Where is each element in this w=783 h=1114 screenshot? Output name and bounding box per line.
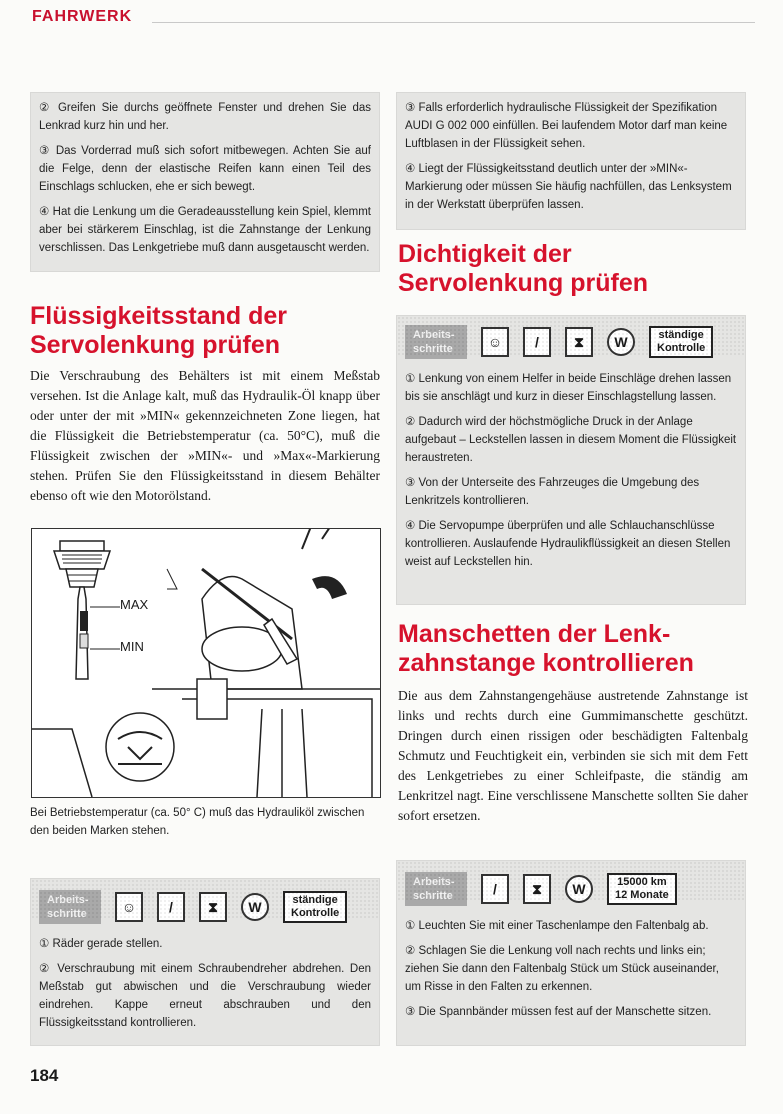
workshop-icon: W [607, 328, 635, 356]
arbeits-text: Arbeits- [47, 894, 89, 906]
difficulty-icon: ☺ [481, 327, 509, 357]
schritte-text: schritte [413, 343, 453, 355]
workshop-icon: W [565, 875, 593, 903]
list-item: ③ Die Spannbänder müssen fest auf der Manschette sitzen. [405, 1006, 712, 1018]
badge-line: Kontrolle [657, 342, 706, 354]
list-item: ② Verschraubung mit einem Schraubendreher abdrehen. Den Meßstab gut abwischen und die Verschraubung wieder eindrehen. Kappe erneut abschrauben und den Flüssigkeitsstand kontrollieren. [39, 963, 371, 1029]
left-top-box [30, 92, 380, 272]
heading-line: Flüssigkeitsstand der [30, 302, 288, 330]
left-bottom-box [30, 878, 380, 1046]
difficulty-icon: ☺ [115, 892, 143, 922]
screwdriver-icon: / [157, 892, 185, 922]
heading-line: Dichtigkeit der [398, 240, 572, 268]
page-number: 184 [30, 1066, 59, 1085]
list-item: ④ Die Servopumpe überprüfen und alle Schlauchanschlüsse kontrollieren. Auslaufende Hydraulikflüssigkeit an diesen Stellen weist auf Leckstellen hin. [405, 520, 731, 568]
hourglass-icon: ⧗ [565, 327, 593, 357]
badge-line: Kontrolle [291, 907, 340, 919]
hourglass-icon: ⧗ [199, 892, 227, 922]
screwdriver-icon: / [481, 874, 509, 904]
figure-caption: Bei Betriebstemperatur (ca. 50° C) muß das Hydrauliköl zwischen den beiden Marken stehen. [30, 807, 365, 837]
badge-line: ständige [658, 329, 704, 341]
list-item: ① Lenkung von einem Helfer in beide Einschläge drehen lassen bis sie anschlägt und kurz in dieser Einschlagstellung lassen. [405, 373, 732, 403]
figure-illustration [31, 528, 381, 798]
right-mid-box [396, 315, 746, 605]
arbeits-text: Arbeits- [413, 876, 455, 888]
right-top-box [396, 92, 746, 230]
badge-line: 12 Monate [615, 889, 669, 901]
section-heading [398, 240, 748, 298]
section-header: FAHRWERK [32, 8, 133, 25]
right-bottom-box [396, 860, 746, 1046]
section-heading [30, 302, 380, 360]
reservoir-diagram [32, 529, 380, 797]
list-item: ② Greifen Sie durchs geöffnete Fenster und drehen Sie das Lenkrad kurz hin und her. [39, 102, 371, 132]
arbeits-text: Arbeits- [413, 329, 455, 341]
schritte-text: schritte [413, 890, 453, 902]
heading-line: zahnstange kontrollieren [398, 649, 694, 677]
hourglass-icon: ⧗ [523, 874, 551, 904]
heading-line: Manschetten der Lenk- [398, 620, 671, 648]
heading-line: Servolenkung prüfen [398, 269, 649, 297]
section-heading [398, 620, 748, 678]
list-item: ③ Von der Unterseite des Fahrzeuges die Umgebung des Lenkritzels kontrollieren. [405, 477, 700, 507]
list-item: ② Dadurch wird der höchstmögliche Druck in der Anlage aufgebaut – Leckstellen lassen in diesem Moment die Flüssigkeit heraustreten. [405, 416, 737, 464]
list-item: ① Leuchten Sie mit einer Taschenlampe den Faltenbalg ab. [405, 920, 709, 932]
badge-line: ständige [292, 894, 338, 906]
badge-line: 15000 km [617, 876, 667, 888]
schritte-text: schritte [47, 908, 87, 920]
max-label: MAX [120, 597, 149, 612]
header-rule [152, 22, 755, 23]
body-text: Die Verschraubung des Behälters ist mit einem Meßstab versehen. Ist die Anlage kalt, muß das Hydraulik-Öl knapp über oder unter der mit »MIN« gekennzeichneten Zone liegen, hat die Flüssigkeit die Betriebstemperatur (ca. 50°C), muß die Flüssigkeit zwischen der »MIN«- und »Max«-Markierung stehen. Prüfen Sie den Flüssigkeitsstand in diesem Behälter ebenso oft wie den Motorölstand. [30, 368, 380, 503]
workshop-icon: W [241, 893, 269, 921]
screwdriver-icon: / [523, 327, 551, 357]
body-text: Die aus dem Zahnstangengehäuse austretende Zahnstange ist links und rechts durch eine Gummimanschette geschützt. Dringen durch einen rissigen oder beschädigten Faltenbalg Schmutz und Feuchtigkeit ein, verbinden sie sich mit dem Fett des Lenkgetriebes zu einer Schleifpaste, die ständig am Lenkritzel nagt. Eine verschlissene Manschette sollten Sie daher sofort ersetzen. [398, 688, 748, 823]
list-item: ③ Das Vorderrad muß sich sofort mitbewegen. Achten Sie auf die Felge, denn der elastische Reifen kann einen Teil des Einschlags schlucken, ehe er sich bewegt. [39, 145, 371, 193]
list-item: ④ Hat die Lenkung um die Geradeausstellung kein Spiel, klemmt aber bei stärkerem Einschlag, ist die Zahnstange der Lenkung verschlissen. Das Lenkgetriebe muß dann ausgetauscht werden. [39, 206, 371, 254]
list-item: ① Räder gerade stellen. [39, 938, 163, 950]
list-item: ③ Falls erforderlich hydraulische Flüssigkeit der Spezifikation AUDI G 002 000 einfüllen. Bei laufendem Motor darf man keine Luftblasen in der Flüssigkeit sehen. [405, 102, 728, 150]
list-item: ④ Liegt der Flüssigkeitsstand deutlich unter der »MIN«-Markierung oder müssen Sie häufig nachfüllen, das Lenksystem in der Werkstatt überprüfen lassen. [405, 163, 732, 211]
heading-line: Servolenkung prüfen [30, 331, 281, 359]
min-label: MIN [120, 639, 144, 654]
list-item: ② Schlagen Sie die Lenkung voll nach rechts und links ein; ziehen Sie dann den Faltenbalg Stück um Stück auseinander, um Risse in den Falten zu erkennen. [405, 945, 719, 993]
